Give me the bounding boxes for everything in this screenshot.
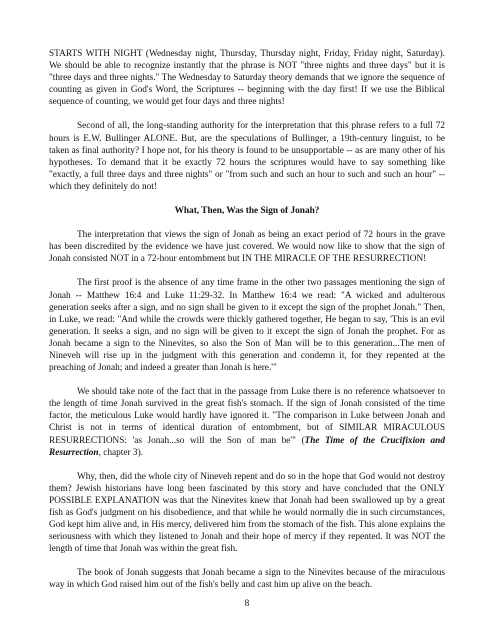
book-citation: The Time of the Crucifixion and Resurrection	[49, 435, 445, 458]
paragraph-first-proof: The first proof is the absence of any time frame in the other two passages mentioning the sign of Jonah -- Matthew 16:4 and Luke 11:29-32. In Matthew 16:4 we read: "A wicked and adulterous generation seeks after a sign, and no sign shall be given to it except the sign of the prophet Jonah." Then, in Luke, we read: "And while the crowds were thickly gathered together, He began to say, 'This is an evil generation. It seeks a sign, and no sign will be given to it except the sign of Jonah the prophet. For as Jonah became a sign to the Ninevites, so also the Son of Man will be to this generation...The men of Nineveh will rise up in the judgment with this generation and condemn it, for they repented at the preaching of Jonah; and indeed a greater than Jonah is here.'"	[49, 278, 445, 374]
paragraph-bullinger: Second of all, the long-standing authority for the interpretation that this phrase refers to a full 72 hours is E.W. Bullinger ALONE. But, are the speculations of Bullinger, a 19th-century linguist, to be taken as final authority? I hope not, for his theory is found to be unsupportable -- as are many other of his hypotheses. To demand that it be exactly 72 hours the scriptures would have to say something like "exactly, a full three days and three nights" or "from such and such an hour to such and such an hour" -- which they definitely do not!	[49, 121, 445, 192]
paragraph-nineveh: Why, then, did the whole city of Nineveh repent and do so in the hope that God would not destroy them? Jewish historians have long been fascinated by this story and have concluded that the ONLY POSSIBLE EXPLANATION was that the Ninevites knew that Jonah had been swallowed up by a great fish as God's judgment on his disobedience, and that while he would normally die in such circumstances, God kept him alive and, in His mercy, delivered him from the stomach of the fish. This alone explains the seriousness with which they listened to Jonah and their hope of mercy if they repented. It was NOT the length of time that Jonah was within the great fish.	[49, 471, 445, 555]
paragraph-continuation: STARTS WITH NIGHT (Wednesday night, Thursday, Thursday night, Friday, Friday night, Saturday). We should be able to recognize instantly that the phrase is NOT "three nights and three days" but it is "three days and three nights." The Wednesday to Saturday theory demands that we ignore the sequence of counting as given in God's Word, the Scriptures -- beginning with the day first! If we use the Biblical sequence of counting, we would get four days and three nights!	[49, 49, 445, 108]
paragraph-book-of-jonah: The book of Jonah suggests that Jonah became a sign to the Ninevites because of the miraculous way in which God raised him out of the fish's belly and cast him up alive on the beach.	[49, 568, 445, 591]
section-heading: What, Then, Was the Sign of Jonah?	[174, 206, 320, 217]
paragraph-luke-note	[49, 386, 445, 459]
paragraph-luke-text: We should take note of the fact that in the passage from Luke there is no reference whatsoever to the length of time Jonah survived in the great fish's stomach. If the sign of Jonah consisted of the time factor, the meticulous Luke would hardly have ignored it. "The comparison in Luke between Jonah and Christ is not in terms of identical duration of entombment, but of SIMILAR MIRACULOUS RESURRECTIONS: 'as Jonah...so will the Son of man be'" (	[49, 387, 445, 446]
page-number: 8	[244, 599, 250, 609]
paragraph-interpretation: The interpretation that views the sign of Jonah as being an exact period of 72 hours in the grave has been discredited by the evidence we have just covered. We would now like to show that the sign of Jonah consisted NOT in a 72-hour entombment but IN THE MIRACLE OF THE RESURRECTION!	[49, 230, 445, 265]
paragraph-luke-text-end: , chapter 3).	[98, 447, 143, 458]
